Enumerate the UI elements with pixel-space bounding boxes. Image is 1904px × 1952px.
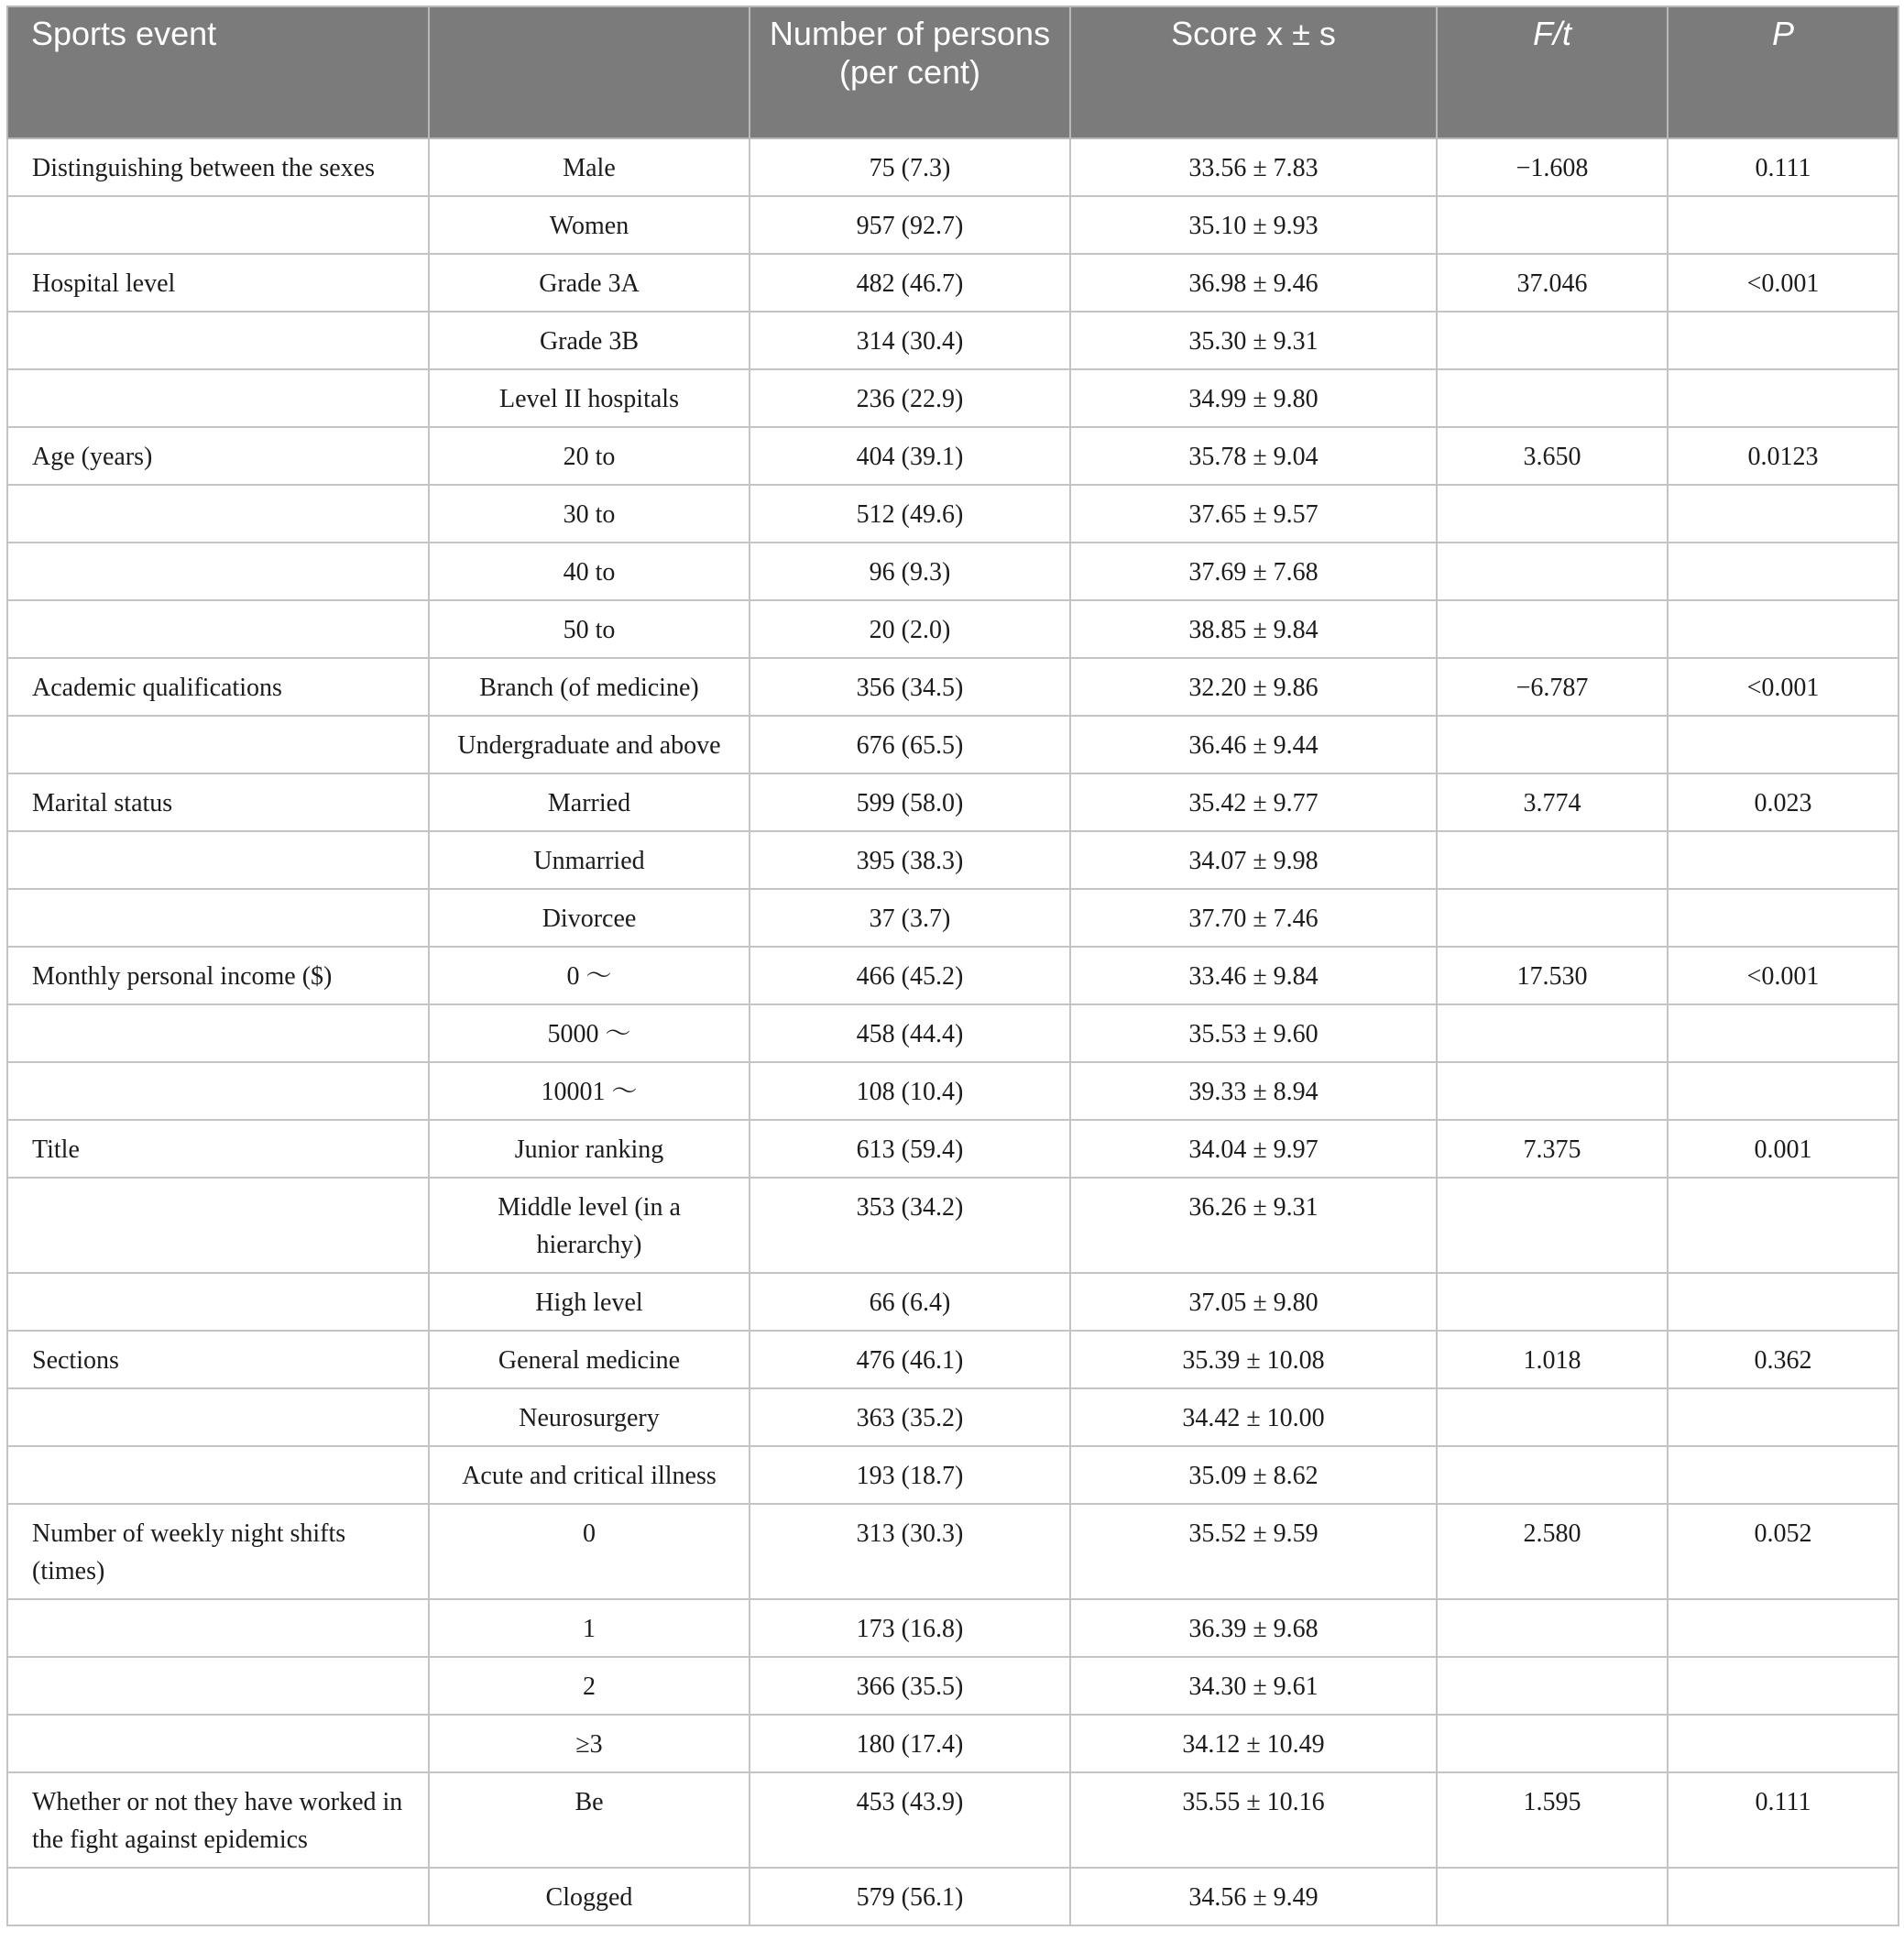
table-row — [7, 1868, 1899, 1925]
score-cell: 37.70 ± 7.46 — [1070, 889, 1437, 947]
count-cell: 66 (6.4) — [750, 1273, 1070, 1331]
f-t-cell — [1437, 1715, 1668, 1772]
table-row — [7, 1657, 1899, 1715]
table-row — [7, 1504, 1899, 1599]
p-cell — [1668, 889, 1899, 947]
sports-event-cell: Hospital level — [7, 254, 429, 312]
f-t-cell — [1437, 1273, 1668, 1331]
f-t-cell: 1.595 — [1437, 1772, 1668, 1868]
category-cell: 2 — [429, 1657, 750, 1715]
table-row — [7, 1772, 1899, 1868]
f-t-cell: −6.787 — [1437, 658, 1668, 716]
table-row — [7, 1599, 1899, 1657]
category-cell: 5000 ～ — [429, 1004, 750, 1062]
f-t-cell — [1437, 1657, 1668, 1715]
header-number-of-persons: Number of persons (per cent) — [750, 6, 1070, 138]
score-cell: 33.56 ± 7.83 — [1070, 138, 1437, 196]
table-row — [7, 600, 1899, 658]
count-cell: 236 (22.9) — [750, 369, 1070, 427]
sports-event-cell: Age (years) — [7, 427, 429, 485]
header-p: P — [1668, 6, 1899, 138]
sports-event-cell: Monthly personal income ($) — [7, 947, 429, 1004]
sports-event-cell — [7, 1868, 429, 1925]
header-category — [429, 6, 750, 138]
category-cell: 30 to — [429, 485, 750, 543]
p-cell — [1668, 1446, 1899, 1504]
f-t-cell: 2.580 — [1437, 1504, 1668, 1599]
score-cell: 34.56 ± 9.49 — [1070, 1868, 1437, 1925]
sports-event-cell: Whether or not they have worked in the fight against epidemics — [7, 1772, 429, 1868]
table-row — [7, 312, 1899, 369]
score-cell: 35.39 ± 10.08 — [1070, 1331, 1437, 1388]
p-cell — [1668, 716, 1899, 773]
category-cell: Married — [429, 773, 750, 831]
score-cell: 35.78 ± 9.04 — [1070, 427, 1437, 485]
count-cell: 466 (45.2) — [750, 947, 1070, 1004]
header-sports-event: Sports event — [7, 6, 429, 138]
p-cell — [1668, 1715, 1899, 1772]
table-row — [7, 1388, 1899, 1446]
score-cell: 34.04 ± 9.97 — [1070, 1120, 1437, 1178]
count-cell: 173 (16.8) — [750, 1599, 1070, 1657]
sports-event-cell — [7, 716, 429, 773]
p-cell — [1668, 369, 1899, 427]
category-cell: Junior ranking — [429, 1120, 750, 1178]
table-row — [7, 485, 1899, 543]
count-cell: 512 (49.6) — [750, 485, 1070, 543]
p-cell — [1668, 543, 1899, 600]
category-cell: Level II hospitals — [429, 369, 750, 427]
count-cell: 613 (59.4) — [750, 1120, 1070, 1178]
f-t-cell: 37.046 — [1437, 254, 1668, 312]
sports-event-cell: Number of weekly night shifts (times) — [7, 1504, 429, 1599]
score-cell: 35.42 ± 9.77 — [1070, 773, 1437, 831]
count-cell: 108 (10.4) — [750, 1062, 1070, 1120]
f-t-cell: 1.018 — [1437, 1331, 1668, 1388]
category-cell: Male — [429, 138, 750, 196]
table-header — [7, 6, 1899, 138]
sports-event-cell: Distinguishing between the sexes — [7, 138, 429, 196]
score-cell: 34.42 ± 10.00 — [1070, 1388, 1437, 1446]
f-t-cell — [1437, 312, 1668, 369]
table-row — [7, 831, 1899, 889]
sports-event-cell — [7, 369, 429, 427]
category-cell: Acute and critical illness — [429, 1446, 750, 1504]
sports-event-cell — [7, 600, 429, 658]
sports-event-cell: Marital status — [7, 773, 429, 831]
table-row — [7, 254, 1899, 312]
category-cell: 0 ～ — [429, 947, 750, 1004]
p-cell: 0.111 — [1668, 138, 1899, 196]
table-row — [7, 1178, 1899, 1273]
table-body — [7, 138, 1899, 1925]
sports-event-cell — [7, 1446, 429, 1504]
count-cell: 313 (30.3) — [750, 1504, 1070, 1599]
category-cell: 1 — [429, 1599, 750, 1657]
count-cell: 599 (58.0) — [750, 773, 1070, 831]
score-cell: 34.07 ± 9.98 — [1070, 831, 1437, 889]
p-cell: 0.362 — [1668, 1331, 1899, 1388]
count-cell: 180 (17.4) — [750, 1715, 1070, 1772]
score-cell: 37.05 ± 9.80 — [1070, 1273, 1437, 1331]
f-t-cell — [1437, 1599, 1668, 1657]
sports-event-cell — [7, 1388, 429, 1446]
p-cell — [1668, 1178, 1899, 1273]
sports-event-cell — [7, 543, 429, 600]
sports-event-cell: Title — [7, 1120, 429, 1178]
table-row — [7, 427, 1899, 485]
table-row — [7, 1446, 1899, 1504]
category-cell: Divorcee — [429, 889, 750, 947]
p-cell — [1668, 485, 1899, 543]
f-t-cell: 7.375 — [1437, 1120, 1668, 1178]
score-cell: 35.10 ± 9.93 — [1070, 196, 1437, 254]
count-cell: 458 (44.4) — [750, 1004, 1070, 1062]
sports-event-cell — [7, 1004, 429, 1062]
f-t-cell — [1437, 831, 1668, 889]
f-t-cell — [1437, 485, 1668, 543]
category-cell: Be — [429, 1772, 750, 1868]
f-t-cell: 3.774 — [1437, 773, 1668, 831]
score-cell: 34.30 ± 9.61 — [1070, 1657, 1437, 1715]
count-cell: 579 (56.1) — [750, 1868, 1070, 1925]
score-cell: 36.26 ± 9.31 — [1070, 1178, 1437, 1273]
p-cell — [1668, 1868, 1899, 1925]
f-t-cell — [1437, 196, 1668, 254]
table-row — [7, 369, 1899, 427]
category-cell: Women — [429, 196, 750, 254]
count-cell: 37 (3.7) — [750, 889, 1070, 947]
count-cell: 453 (43.9) — [750, 1772, 1070, 1868]
table-row — [7, 947, 1899, 1004]
f-t-cell — [1437, 600, 1668, 658]
f-t-cell — [1437, 1446, 1668, 1504]
f-t-cell — [1437, 543, 1668, 600]
score-cell: 37.65 ± 9.57 — [1070, 485, 1437, 543]
category-cell: General medicine — [429, 1331, 750, 1388]
count-cell: 20 (2.0) — [750, 600, 1070, 658]
f-t-cell — [1437, 1178, 1668, 1273]
count-cell: 363 (35.2) — [750, 1388, 1070, 1446]
table-row — [7, 196, 1899, 254]
category-cell: Branch (of medicine) — [429, 658, 750, 716]
f-t-cell — [1437, 369, 1668, 427]
count-cell: 353 (34.2) — [750, 1178, 1070, 1273]
data-table — [6, 5, 1899, 1926]
count-cell: 476 (46.1) — [750, 1331, 1070, 1388]
count-cell: 193 (18.7) — [750, 1446, 1070, 1504]
category-cell: High level — [429, 1273, 750, 1331]
p-cell: <0.001 — [1668, 658, 1899, 716]
table-row — [7, 138, 1899, 196]
p-cell — [1668, 1657, 1899, 1715]
category-cell: 40 to — [429, 543, 750, 600]
category-cell: Undergraduate and above — [429, 716, 750, 773]
sports-event-cell — [7, 1062, 429, 1120]
header-f-t: F/t — [1437, 6, 1668, 138]
count-cell: 482 (46.7) — [750, 254, 1070, 312]
p-cell: 0.023 — [1668, 773, 1899, 831]
p-cell: 0.052 — [1668, 1504, 1899, 1599]
sports-event-cell — [7, 312, 429, 369]
f-t-cell — [1437, 1062, 1668, 1120]
p-cell — [1668, 1273, 1899, 1331]
count-cell: 404 (39.1) — [750, 427, 1070, 485]
f-t-cell: 3.650 — [1437, 427, 1668, 485]
p-cell — [1668, 600, 1899, 658]
table-row — [7, 1062, 1899, 1120]
count-cell: 395 (38.3) — [750, 831, 1070, 889]
score-cell: 36.39 ± 9.68 — [1070, 1599, 1437, 1657]
sports-event-cell — [7, 196, 429, 254]
count-cell: 75 (7.3) — [750, 138, 1070, 196]
sports-event-cell — [7, 889, 429, 947]
table-row — [7, 1120, 1899, 1178]
score-cell: 36.98 ± 9.46 — [1070, 254, 1437, 312]
category-cell: Grade 3A — [429, 254, 750, 312]
header-score: Score x ± s — [1070, 6, 1437, 138]
f-t-cell — [1437, 1004, 1668, 1062]
f-t-cell: −1.608 — [1437, 138, 1668, 196]
category-cell: Clogged — [429, 1868, 750, 1925]
table-row — [7, 543, 1899, 600]
score-cell: 37.69 ± 7.68 — [1070, 543, 1437, 600]
sports-event-cell — [7, 1599, 429, 1657]
table-row — [7, 1273, 1899, 1331]
count-cell: 314 (30.4) — [750, 312, 1070, 369]
f-t-cell: 17.530 — [1437, 947, 1668, 1004]
p-cell: 0.0123 — [1668, 427, 1899, 485]
category-cell: Unmarried — [429, 831, 750, 889]
f-t-cell — [1437, 1388, 1668, 1446]
sports-event-cell: Sections — [7, 1331, 429, 1388]
p-cell — [1668, 196, 1899, 254]
p-cell — [1668, 1599, 1899, 1657]
category-cell: Middle level (in a hierarchy) — [429, 1178, 750, 1273]
category-cell: 10001 ～ — [429, 1062, 750, 1120]
p-cell — [1668, 831, 1899, 889]
score-cell: 39.33 ± 8.94 — [1070, 1062, 1437, 1120]
f-t-cell — [1437, 1868, 1668, 1925]
sports-event-cell — [7, 1273, 429, 1331]
table-row — [7, 773, 1899, 831]
sports-event-cell — [7, 1715, 429, 1772]
p-cell — [1668, 1388, 1899, 1446]
category-cell: 50 to — [429, 600, 750, 658]
score-cell: 33.46 ± 9.84 — [1070, 947, 1437, 1004]
score-cell: 36.46 ± 9.44 — [1070, 716, 1437, 773]
p-cell: <0.001 — [1668, 947, 1899, 1004]
category-cell: 0 — [429, 1504, 750, 1599]
score-cell: 35.30 ± 9.31 — [1070, 312, 1437, 369]
table-row — [7, 889, 1899, 947]
sports-event-cell: Academic qualifications — [7, 658, 429, 716]
p-cell — [1668, 312, 1899, 369]
sports-event-cell — [7, 485, 429, 543]
score-cell: 38.85 ± 9.84 — [1070, 600, 1437, 658]
score-cell: 35.09 ± 8.62 — [1070, 1446, 1437, 1504]
table-row — [7, 716, 1899, 773]
table-row — [7, 1715, 1899, 1772]
sports-event-cell — [7, 1178, 429, 1273]
category-cell: ≥3 — [429, 1715, 750, 1772]
p-cell: 0.111 — [1668, 1772, 1899, 1868]
table-row — [7, 658, 1899, 716]
count-cell: 366 (35.5) — [750, 1657, 1070, 1715]
sports-event-cell — [7, 831, 429, 889]
count-cell: 356 (34.5) — [750, 658, 1070, 716]
p-cell: 0.001 — [1668, 1120, 1899, 1178]
category-cell: Grade 3B — [429, 312, 750, 369]
p-cell — [1668, 1004, 1899, 1062]
count-cell: 676 (65.5) — [750, 716, 1070, 773]
p-cell — [1668, 1062, 1899, 1120]
sports-event-cell — [7, 1657, 429, 1715]
header-row — [7, 6, 1899, 138]
count-cell: 96 (9.3) — [750, 543, 1070, 600]
score-cell: 34.99 ± 9.80 — [1070, 369, 1437, 427]
category-cell: Neurosurgery — [429, 1388, 750, 1446]
category-cell: 20 to — [429, 427, 750, 485]
p-cell: <0.001 — [1668, 254, 1899, 312]
score-cell: 35.55 ± 10.16 — [1070, 1772, 1437, 1868]
score-cell: 34.12 ± 10.49 — [1070, 1715, 1437, 1772]
score-cell: 35.52 ± 9.59 — [1070, 1504, 1437, 1599]
f-t-cell — [1437, 889, 1668, 947]
score-cell: 32.20 ± 9.86 — [1070, 658, 1437, 716]
table-row — [7, 1004, 1899, 1062]
score-cell: 35.53 ± 9.60 — [1070, 1004, 1437, 1062]
f-t-cell — [1437, 716, 1668, 773]
count-cell: 957 (92.7) — [750, 196, 1070, 254]
table-row — [7, 1331, 1899, 1388]
